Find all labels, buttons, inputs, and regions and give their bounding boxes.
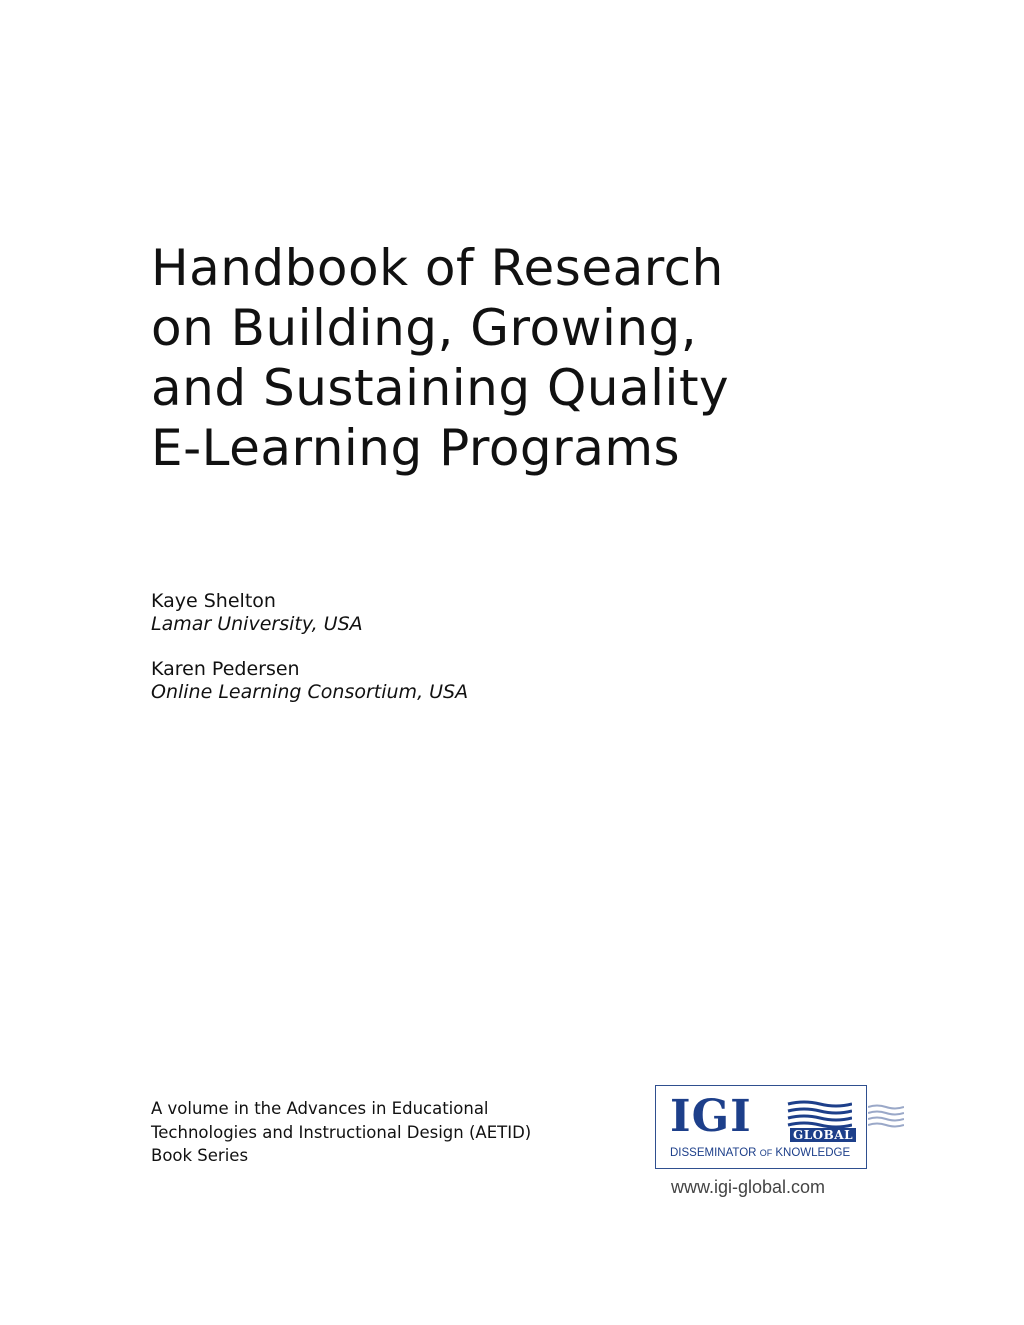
publisher-url[interactable]: www.igi-global.com [671,1177,826,1197]
book-title-line: Handbook of Research [151,239,724,297]
publisher-logo-badge: GLOBAL [790,1128,856,1142]
book-title [151,238,729,478]
book-title-line: on Building, Growing, [151,299,698,357]
wave-trail-icon [868,1104,904,1128]
series-note-line: A volume in the Advances in Educational [151,1099,489,1118]
editor-name: Kaye Shelton [151,590,276,612]
editors-block [151,590,468,726]
tagline-part: OF [759,1148,773,1158]
book-title-line: E-Learning Programs [151,419,681,477]
tagline-part: KNOWLEDGE [775,1147,851,1159]
series-note-line: Technologies and Instructional Design (AETID) [151,1122,532,1142]
publisher-logo-wordmark: IGI [670,1091,752,1142]
tagline-part: DISSEMINATOR [670,1147,757,1159]
wave-lines-icon [786,1100,852,1130]
publisher-logo-tagline [670,1146,850,1160]
series-note-line: Book Series [151,1146,249,1165]
editor-entry [151,658,468,704]
publisher-logo [655,1085,867,1169]
editor-entry [151,590,468,636]
book-series-note [151,1097,531,1168]
book-title-line: and Sustaining Quality [151,359,730,417]
editor-affiliation: Lamar University, USA [151,613,363,635]
editor-affiliation: Online Learning Consortium, USA [151,681,469,703]
editor-name: Karen Pedersen [151,658,300,680]
